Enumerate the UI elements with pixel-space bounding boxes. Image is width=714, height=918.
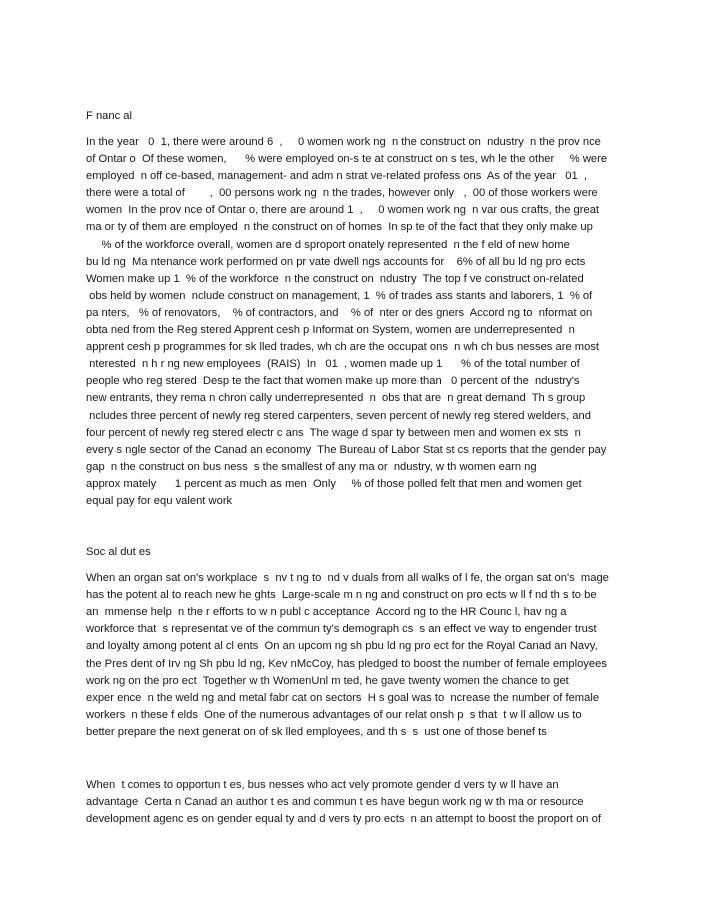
paragraph-line: exper ence n the weld ng and metal fabr cat on sectors H s goal was to ncrease the number of female bbox=[86, 691, 600, 704]
section-spacer bbox=[86, 510, 646, 544]
paragraph-line: women In the prov nce of Ontar o, there are around 1 , 0 women work ng n var ous crafts, the great bbox=[86, 204, 600, 217]
section-heading-financial: F nanc al bbox=[86, 110, 133, 122]
paragraph-line: pa nters, % of renovators, % of contractors, and % of nter or des gners Accord ng to nformat on bbox=[86, 306, 593, 319]
paragraph-line: development agenc es on gender equal ty and d vers ty pro ects n an attempt to boost the proport on of bbox=[86, 813, 601, 826]
paragraph-line: bu ld ng Ma ntenance work performed on pr vate dwell ngs accounts for 6% of all bu ld ng pro ects bbox=[86, 255, 586, 268]
paragraph-line: ncludes three percent of newly reg stered carpenters, seven percent of newly reg stered welders, and bbox=[86, 409, 591, 422]
paragraph-line: of Ontar o Of these women, % were employed on-s te at construct on s tes, wh le the other % were bbox=[86, 153, 608, 166]
paragraph-line: When an organ sat on's workplace s nv t ng to nd v duals from all walks of l fe, the organ sat on's mage bbox=[86, 572, 609, 585]
paragraph-line: obta ned from the Reg stered Apprent cesh p Informat on System, women are underrepresented n bbox=[86, 324, 575, 337]
paragraph-line: people who reg stered Desp te the fact that women make up more than 0 percent of the ndustry's bbox=[86, 375, 580, 388]
paragraph-line: the Pres dent of Irv ng Sh pbu ld ng, Kev nMcCoy, has pledged to boost the number of female employees bbox=[86, 657, 607, 670]
paragraph-line: and loyalty among potent al cl ents On an upcom ng sh pbu ld ng pro ect for the Royal Canad an Navy, bbox=[86, 640, 598, 653]
paragraph-line: an mmense help n the r efforts to w n publ c acceptance Accord ng to the HR Counc l, hav ng a bbox=[86, 606, 567, 619]
paragraph-line: apprent cesh p programmes for sk lled trades, wh ch are the occupat ons n wh ch bus nesses are most bbox=[86, 341, 600, 354]
paragraph-line: better prepare the next generat on of sk lled employees, and th s s ust one of those benef ts bbox=[86, 725, 547, 738]
paragraph-line: obs held by women nclude construct on management, 1 % of trades ass stants and laborers, 1 % of bbox=[86, 289, 593, 302]
paragraph-line: gap n the construct on bus ness s the smallest of any ma or ndustry, w th women earn ng bbox=[86, 460, 537, 473]
paragraph-financial bbox=[86, 134, 646, 510]
paragraph-line: equal pay for equ valent work bbox=[86, 494, 233, 507]
paragraph-line: Women make up 1 % of the workforce n the construct on ndustry The top f ve construct on-related bbox=[86, 272, 584, 285]
paragraph-line: In the year 0 1, there were around 6 , 0 women work ng n the construct on ndustry n the prov nce bbox=[86, 136, 601, 148]
paragraph-line: approx mately 1 percent as much as men Only % of those polled felt that men and women get bbox=[86, 477, 582, 490]
paragraph-line: % of the workforce overall, women are d sproport onately represented n the f eld of new home bbox=[86, 238, 570, 251]
paragraph-line: employed n off ce-based, management- and adm n strat ve-related profess ons As of the year 01 , bbox=[86, 170, 588, 183]
paragraph-line: has the potent al to reach new he ghts Large-scale m n ng and construct on pro ects w ll f nd th s to be bbox=[86, 589, 597, 602]
paragraph-line: work ng on the pro ect Together w th WomenUnl m ted, he gave twenty women the chance to get bbox=[86, 674, 569, 687]
paragraph-line: four percent of newly reg stered electr c ans The wage d spar ty between men and women ex sts n bbox=[86, 426, 581, 439]
section-spacer bbox=[86, 741, 646, 777]
paragraph-line: workers n these f elds One of the numerous advantages of our relat onsh p s that t w ll allow us to bbox=[86, 708, 582, 721]
paragraph-line: nterested n h r ng new employees (RAIS) In 01 , women made up 1 % of the total number of bbox=[86, 358, 580, 371]
paragraph-line: there were a total of , 00 persons work ng n the trades, however only , 00 of those workers were bbox=[86, 187, 598, 200]
paragraph-line: ma or ty of them are employed n the construct on of homes In sp te of the fact that they only make up bbox=[86, 221, 593, 234]
paragraph-line: workforce that s representat ve of the commun ty's demograph cs s an effect ve way to engender trust bbox=[86, 623, 597, 636]
document-page bbox=[86, 108, 646, 828]
section-heading-social-duties: Soc al dut es bbox=[86, 546, 151, 559]
paragraph-social-duties bbox=[86, 570, 646, 741]
paragraph-line: new entrants, they rema n chron cally underrepresented n obs that are n great demand Th s group bbox=[86, 392, 586, 405]
paragraph-line: every s ngle sector of the Canad an economy The Bureau of Labor Stat st cs reports that the gender pay bbox=[86, 443, 607, 456]
paragraph-line: When t comes to opportun t es, bus nesses who act vely promote gender d vers ty w ll have an bbox=[86, 779, 559, 791]
paragraph-line: advantage Certa n Canad an author t es and commun t es have begun work ng w th ma or resource bbox=[86, 796, 584, 809]
paragraph-opportunities bbox=[86, 777, 646, 828]
